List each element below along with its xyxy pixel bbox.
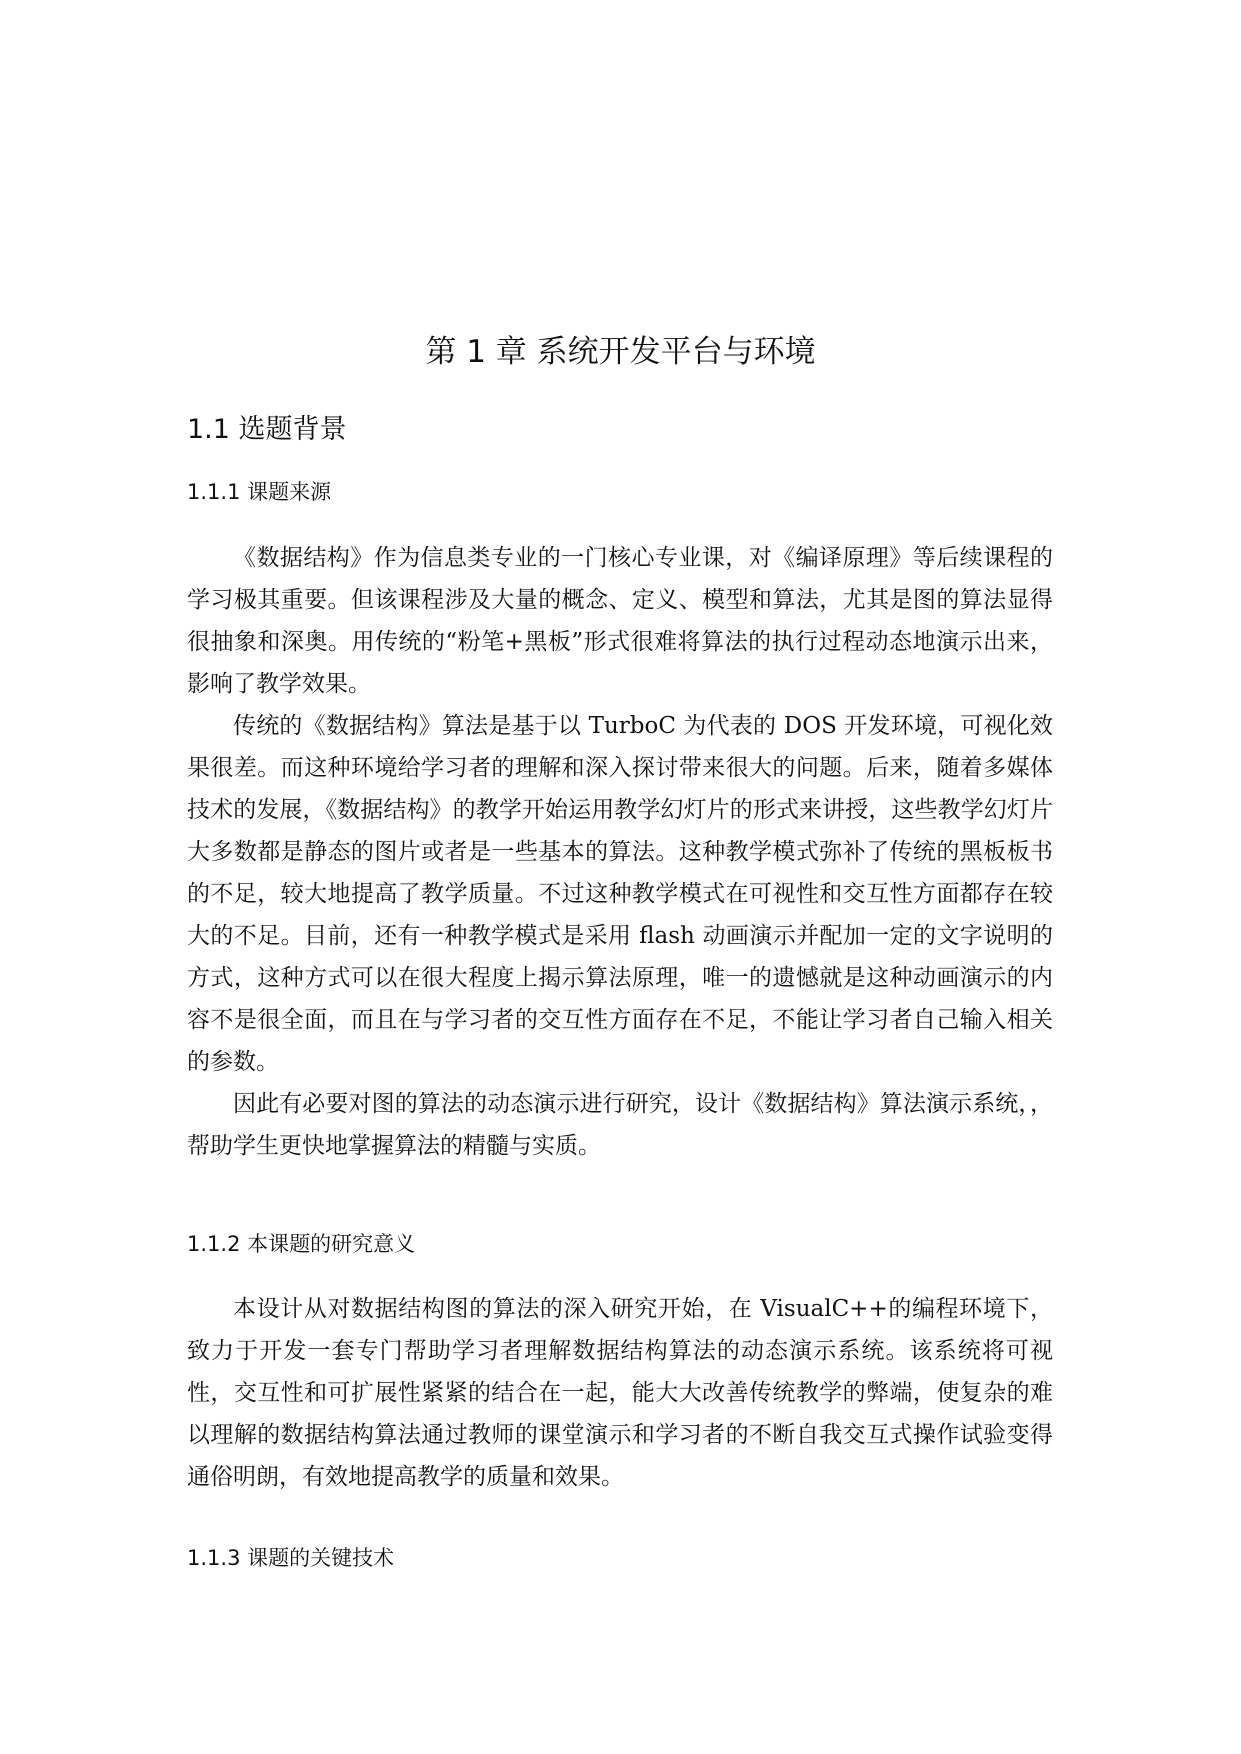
paragraph: 因此有必要对图的算法的动态演示进行研究，设计《数据结构》算法演示系统，，帮助学生更快地掌握算法的精髓与实质。 (187, 1091, 1053, 1159)
paragraph: 传统的《数据结构》算法是基于以 TurboC 为代表的 DOS 开发环境，可视化效果很差。而这种环境给学习者的理解和深入探讨带来很大的问题。后来，随着多媒体技术的发展，《数据结构》的教学开始运用教学幻灯片的形式来讲授，这些教学幻灯片大多数都是静态的图片或者是一些基本的算法。这种教学模式弥补了传统的黑板板书的不足，较大地提高了教学质量。不过这种教学模式在可视性和交互性方面都存在较大的不足。目前，还有一种教学模式是采用 flash 动画演示并配加一定的文字说明的方式，这种方式可以在很大程度上揭示算法原理，唯一的遗憾就是这种动画演示的内容不是很全面，而且在与学习者的交互性方面存在不足，不能让学习者自己输入相关的参数。 (187, 713, 1053, 1075)
subsection-title-key-tech: 1.1.3 课题的关键技术 (187, 1546, 395, 1570)
subsection-body-significance (187, 1288, 1053, 1498)
paragraph: 本设计从对数据结构图的算法的深入研究开始，在 VisualC++的编程环境下，致力于开发一套专门帮助学习者理解数据结构算法的动态演示系统。该系统将可视性，交互性和可扩展性紧紧的结合在一起，能大大改善传统教学的弊端，使复杂的难以理解的数据结构算法通过教师的课堂演示和学习者的不断自我交互式操作试验变得通俗明朗，有效地提高教学的质量和效果。 (187, 1296, 1053, 1490)
subsection-title-source: 1.1.1 课题来源 (187, 480, 332, 504)
section-title: 1.1 选题背景 (187, 414, 347, 445)
chapter-title: 第 1 章 系统开发平台与环境 (425, 334, 816, 370)
paragraph: 《数据结构》作为信息类专业的一门核心专业课，对《编译原理》等后续课程的学习极其重要。但该课程涉及大量的概念、定义、模型和算法，尤其是图的算法显得很抽象和深奥。用传统的“粉笔+黑板”形式很难将算法的执行过程动态地演示出来，影响了教学效果。 (187, 545, 1053, 697)
subsection-body-source (187, 537, 1053, 1167)
subsection-title-significance: 1.1.2 本课题的研究意义 (187, 1232, 416, 1256)
